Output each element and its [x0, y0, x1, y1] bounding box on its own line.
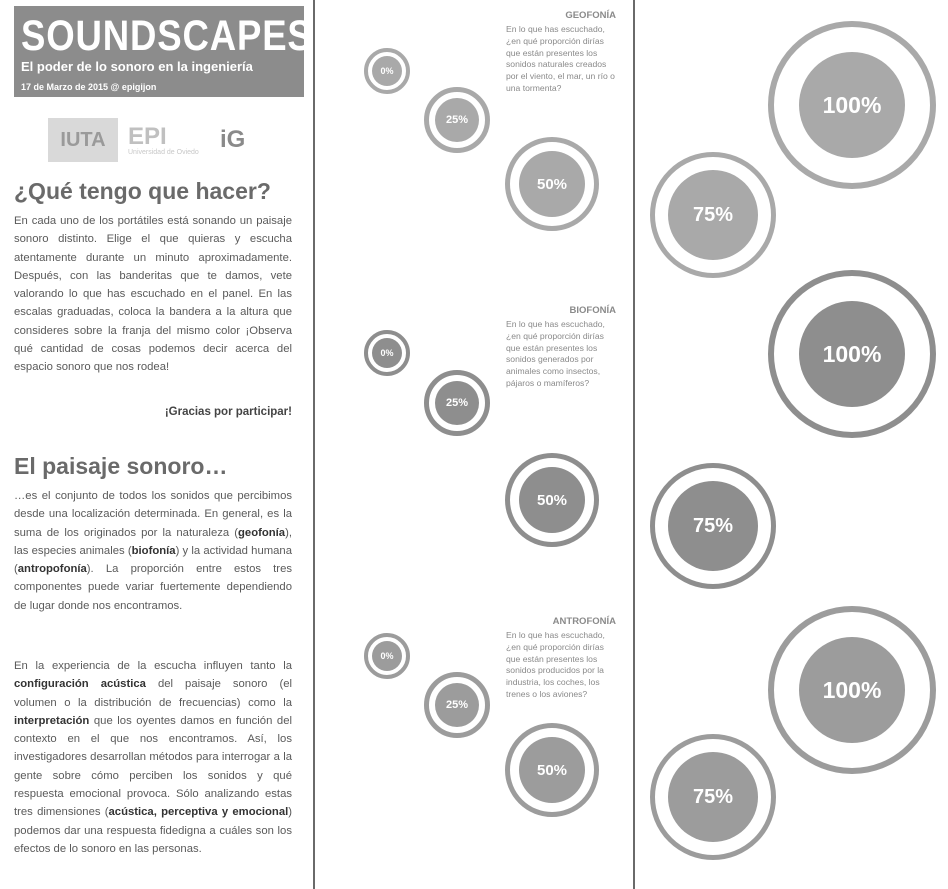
- scale-title-biofonia: BIOFONÍA: [569, 305, 616, 316]
- scale-question-biofonia: En lo que has escuchado, ¿en qué proporción dirías que están presentes los sonidos generados por animales como insectos, pájaros o mamíferos?: [506, 319, 605, 388]
- section-heading-soundscape: El paisaje sonoro…: [14, 453, 228, 479]
- scale-title-antrofonia: ANTROFONÍA: [552, 616, 616, 627]
- scale-question-antrofonia: En lo que has escuchado, ¿en qué proporción dirías que están presentes los sonidos producidos por la industria, los coches, los trenes o los aviones?: [506, 630, 605, 699]
- rating-ring-antrofonia-25[interactable]: 25%: [424, 672, 490, 738]
- rating-ring-biofonia-100[interactable]: 100%: [768, 270, 936, 438]
- rating-ring-geofonia-50[interactable]: 50%: [505, 137, 599, 231]
- rating-ring-biofonia-0[interactable]: 0%: [364, 330, 410, 376]
- iuta-logo: IUTA: [48, 118, 118, 162]
- header-banner: [14, 6, 313, 97]
- sponsor-logos: [48, 118, 268, 164]
- rating-ring-antrofonia-75[interactable]: 75%: [650, 734, 776, 860]
- ieg-logo: iG: [220, 126, 246, 153]
- rating-ring-antrofonia-100[interactable]: 100%: [768, 606, 936, 774]
- rating-ring-geofonia-75[interactable]: 75%: [650, 152, 776, 278]
- soundscape-paragraph-1: …es el conjunto de todos los sonidos que percibimos desde una localización determinada. En general, es la suma de los originados por la naturaleza (geofonía), las especies animales (biofonía) y la actividad humana (antropofonía). La proporción entre estos tres componentes puede variar fuertemente dependiendo de lugar donde nos encontramos.: [14, 490, 292, 612]
- scale-title-geofonia: GEOFONÍA: [565, 10, 616, 21]
- rating-ring-geofonia-0[interactable]: 0%: [364, 48, 410, 94]
- instructions-text: En cada uno de los portátiles está sonando un paisaje sonoro distinto. Elige el que quieras y escucha atentamente durante un minuto aproximadamente. Después, con las banderitas que te damos, vete valorando lo que has escuchado en el panel. En las escalas graduadas, coloca la bandera a la altura que consideres sobre la franja del mismo color ¡Observa qué cantidad de cosas podemos decir acerca del espacio sonoro que nos rodea!: [14, 215, 292, 374]
- page-subtitle: El poder de lo sonoro en la ingeniería: [21, 59, 253, 74]
- rating-ring-biofonia-50[interactable]: 50%: [505, 453, 599, 547]
- rating-ring-biofonia-25[interactable]: 25%: [424, 370, 490, 436]
- rating-ring-geofonia-25[interactable]: 25%: [424, 87, 490, 153]
- info-column: [0, 0, 312, 889]
- rating-ring-antrofonia-50[interactable]: 50%: [505, 723, 599, 817]
- soundscape-paragraph-2: En la experiencia de la escucha influyen tanto la configuración acústica del paisaje sonoro (el volumen o la distribución de frecuencias) como la interpretación que los oyentes damos en función del contexto en el que nos encontramos. Así, los investigadores desarrollan métodos para interrogar a la gente sobre cómo perciben los sonidos y qué respuesta emocional provoca. Sólo analizando estas tres dimensiones (acústica, perceptiva y emocional) podemos dar una respuesta fidedigna a cuáles son los efectos de lo sonoro en las personas.: [14, 660, 293, 855]
- epi-logo: EPI Universidad de Oviedo: [128, 122, 199, 156]
- rating-ring-antrofonia-0[interactable]: 0%: [364, 633, 410, 679]
- scale-question-geofonia: En lo que has escuchado, ¿en qué proporción dirías que están presentes los sonidos naturales creados por el viento, el mar, un río o una tormenta?: [506, 24, 615, 93]
- event-date: 17 de Marzo de 2015 @ epigijon: [21, 82, 157, 92]
- rating-ring-biofonia-75[interactable]: 75%: [650, 463, 776, 589]
- column-divider-right: [633, 0, 635, 889]
- thanks-text: ¡Gracias por participar!: [164, 406, 292, 418]
- section-heading-instructions: ¿Qué tengo que hacer?: [14, 178, 271, 204]
- column-divider-left: [313, 0, 315, 889]
- page-title: SOUNDSCAPES: [21, 12, 313, 60]
- rating-ring-geofonia-100[interactable]: 100%: [768, 21, 936, 189]
